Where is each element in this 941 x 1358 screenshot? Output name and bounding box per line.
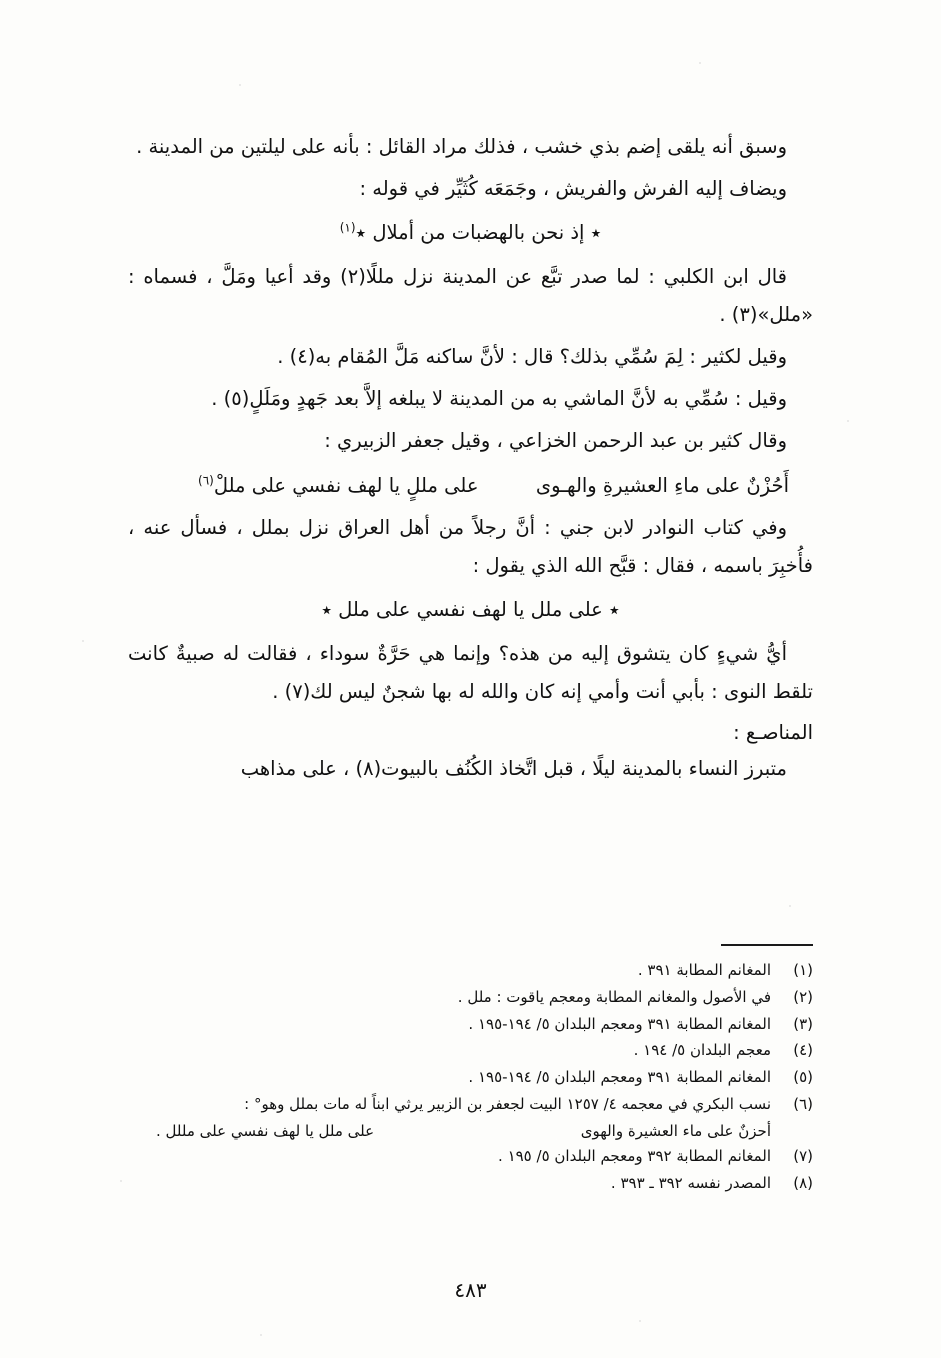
verse-hemistich-left: على مللٍ يا لهف نفسي على مللْ$^{(٦)}$ bbox=[198, 473, 479, 498]
paragraph: وقال كثير بن عبد الرحمن الخزاعي ، وقيل جعفر الزبيري : bbox=[324, 429, 787, 453]
footnote-text: معجم البلدان ٥/ ١٩٤ . bbox=[633, 1041, 771, 1060]
footnote-item bbox=[128, 958, 813, 984]
paragraph: قال ابن الكلبي : لما صدر تبَّع عن المدينة نزل مللًا(٢) وقد أعيا ومَلَّ ، فسماه : «ملل»(٣) . bbox=[128, 265, 813, 327]
verse-couplet bbox=[128, 466, 813, 505]
footnote-item bbox=[128, 1065, 813, 1091]
verse-text: ٭ إذ نحن بالهضبات من أملال ٭ bbox=[355, 221, 602, 245]
verse-hemistich-right: أَحُزْنٌ على ماءِ العشيرةِ والهـوى bbox=[535, 474, 789, 498]
footnote-number: (٢) bbox=[793, 987, 813, 1006]
footnote-number: (٥) bbox=[793, 1068, 813, 1087]
footnote-text: المصدر نفسه ٣٩٢ ـ ٣٩٣ . bbox=[610, 1174, 771, 1193]
footnote-separator bbox=[721, 944, 813, 946]
footnote-item bbox=[128, 1038, 813, 1064]
paragraph: وفي كتاب النوادر لابن جني : أنَّ رجلاً من أهل العراق نزل بملل ، فسأل عنه ، فأُخبِرَ باسمه ، فقال : قبَّح الله الذي يقول : bbox=[128, 516, 813, 578]
footnote-verse-right: أحزنٌ على ماء العشيرة والهوى bbox=[580, 1121, 771, 1140]
footnote-text: في الأصول والمغانم المطابة ومعجم ياقوت : ملل . bbox=[457, 987, 771, 1006]
footnote-text: المغانم المطابة ٣٩١ . bbox=[637, 961, 771, 979]
page-number: ٤٨٣ bbox=[454, 1278, 487, 1302]
paragraph: وسبق أنه يلقى إضم بذي خشب ، فذلك مراد القائل : بأنه على ليلتين من المدينة . bbox=[136, 135, 787, 158]
footnote-text: المغانم المطابة ٣٩١ ومعجم البلدان ٥/ ١٩٤-١٩٥ . bbox=[468, 1068, 771, 1087]
verse-line: ٭ على ملل يا لهف نفسي على ملل ٭ bbox=[321, 598, 620, 622]
footnote-number: (١) bbox=[793, 961, 813, 979]
paragraph: ويضاف إليه الفرش والفريش ، وجَمَعَه كُثَيِّر في قوله : bbox=[359, 177, 787, 201]
footnote-item bbox=[128, 1092, 813, 1118]
paragraph: أيُّ شيءٍ كان يتشوق إليه من هذه؟ وإنما هي حَرَّةٌ سوداء ، فقالت له صبيةٌ كانت تلقط النوى : بأبي أنت وأمي إنه كان والله له بها شجنٌ ليس لك(٧) . bbox=[128, 642, 813, 704]
paragraph: وقيل لكثير : لِمَ سُمِّي بذلك؟ قال : لأنَّ ساكنه مَلَّ المُقام به(٤) . bbox=[277, 345, 787, 369]
footnotes bbox=[128, 958, 813, 1198]
document-body bbox=[128, 128, 813, 792]
verse-line bbox=[128, 214, 813, 252]
footnote-marker: (٦) bbox=[198, 473, 214, 488]
footnote-number: (٤) bbox=[793, 1041, 813, 1060]
paragraph: متبرز النساء بالمدينة ليلًا ، قبل اتَّخاذ الكُنُف بالبيوت(٨) ، على مذاهب bbox=[240, 757, 787, 781]
footnote-text: المغانم المطابة ٣٩١ ومعجم البلدان ٥/ ١٩٤-١٩٥ . bbox=[468, 1014, 771, 1033]
footnote-item bbox=[128, 985, 813, 1011]
footnote-text: المغانم المطابة ٣٩٢ ومعجم البلدان ٥/ ١٩٥ . bbox=[498, 1147, 771, 1166]
footnote-item bbox=[128, 1171, 813, 1197]
footnote-number: (٦) bbox=[793, 1094, 813, 1113]
footnote-text: نسب البكري في معجمه ٤/ ١٢٥٧ البيت لجعفر بن الزبير يرثي ابناً له مات بملل وهو° : bbox=[244, 1094, 771, 1113]
footnote-verse-left: على ملل يا لهف نفسي على مللل . bbox=[156, 1121, 375, 1140]
footnote-item bbox=[128, 1012, 813, 1038]
footnote-item bbox=[128, 1144, 813, 1170]
footnote-marker: (١) bbox=[339, 220, 356, 235]
footnote-verse bbox=[128, 1119, 813, 1145]
footnote-number: (٣) bbox=[793, 1014, 813, 1033]
footnote-number: (٧) bbox=[793, 1147, 813, 1166]
paragraph: وقيل : سُمِّي به لأنَّ الماشي به من المدينة لا يبلغه إلاَّ بعد جَهدٍ ومَلَلٍ(٥) . bbox=[211, 387, 787, 411]
section-heading: المناصـع : bbox=[733, 721, 813, 745]
footnote-number: (٨) bbox=[793, 1174, 813, 1193]
